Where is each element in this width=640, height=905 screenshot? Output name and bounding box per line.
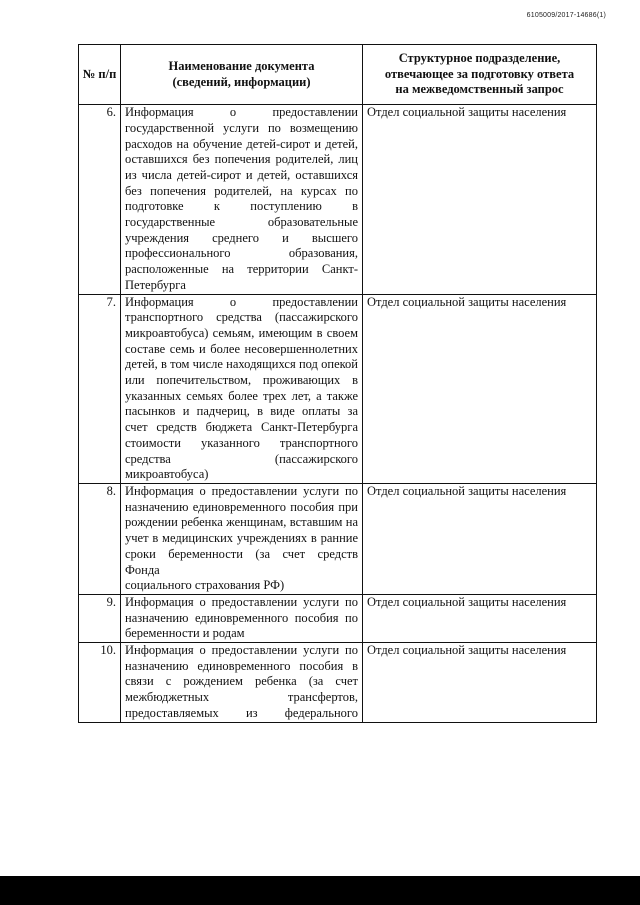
row-number: 8. <box>79 483 121 594</box>
documents-table <box>78 44 597 723</box>
table-row <box>79 105 597 294</box>
header-department: Структурное подразделение, отвечающее за подготовку ответа на межведомственный запрос <box>363 45 597 105</box>
row-number: 7. <box>79 294 121 483</box>
table-row <box>79 294 597 483</box>
header-number: № п/п <box>79 45 121 105</box>
table-header-row <box>79 45 597 105</box>
scan-bottom-edge <box>0 876 640 905</box>
row-department: Отдел социальной защиты населения <box>363 294 597 483</box>
row-number: 10. <box>79 643 121 723</box>
table-row <box>79 643 597 723</box>
table-row <box>79 594 597 642</box>
row-document-name: Информация о предоставлении услуги по назначению единовременного пособия в связи с рождением ребенка (за счет межбюджетных трансфертов, предоставляемых из федерального <box>121 643 363 723</box>
table-row <box>79 483 597 594</box>
row-number: 6. <box>79 105 121 294</box>
header-document-name: Наименование документа (сведений, информации) <box>121 45 363 105</box>
row-number: 9. <box>79 594 121 642</box>
row-department: Отдел социальной защиты населения <box>363 105 597 294</box>
row-document-name: Информация о предоставлении транспортного средства (пассажирского микроавтобуса) семьям, имеющим в своем составе семь и более несовершеннолетних детей, в том числе находящихся под опекой или попечительством, проживающих в указанных семьях более трех лет, а также пасынков и падчериц, в виде оплаты за счет средств бюджета Санкт-Петербурга стоимости указанного транспортного средства (пассажирского микроавтобуса) <box>121 294 363 483</box>
row-department: Отдел социальной защиты населения <box>363 483 597 594</box>
document-id: 6105009/2017-14686(1) <box>526 12 606 19</box>
row-document-name: Информация о предоставлении услуги по назначению единовременного пособия при рождении ребенка женщинам, вставшим на учет в медицинских учреждениях в ранние сроки беременности (за счет средств Фонда социального страхования РФ) <box>121 483 363 594</box>
row-department: Отдел социальной защиты населения <box>363 643 597 723</box>
row-department: Отдел социальной защиты населения <box>363 594 597 642</box>
row-document-name: Информация о предоставлении государственной услуги по возмещению расходов на обучение детей-сирот и детей, оставшихся без попечения родителей, лиц из числа детей-сирот и детей, оставшихся без попечения родителей, на курсах по подготовке к поступлению в государственные образовательные учреждения среднего и высшего профессионального образования, расположенные на территории Санкт- Петербурга <box>121 105 363 294</box>
row-document-name: Информация о предоставлении услуги по назначению единовременного пособия по беременности и родам <box>121 594 363 642</box>
